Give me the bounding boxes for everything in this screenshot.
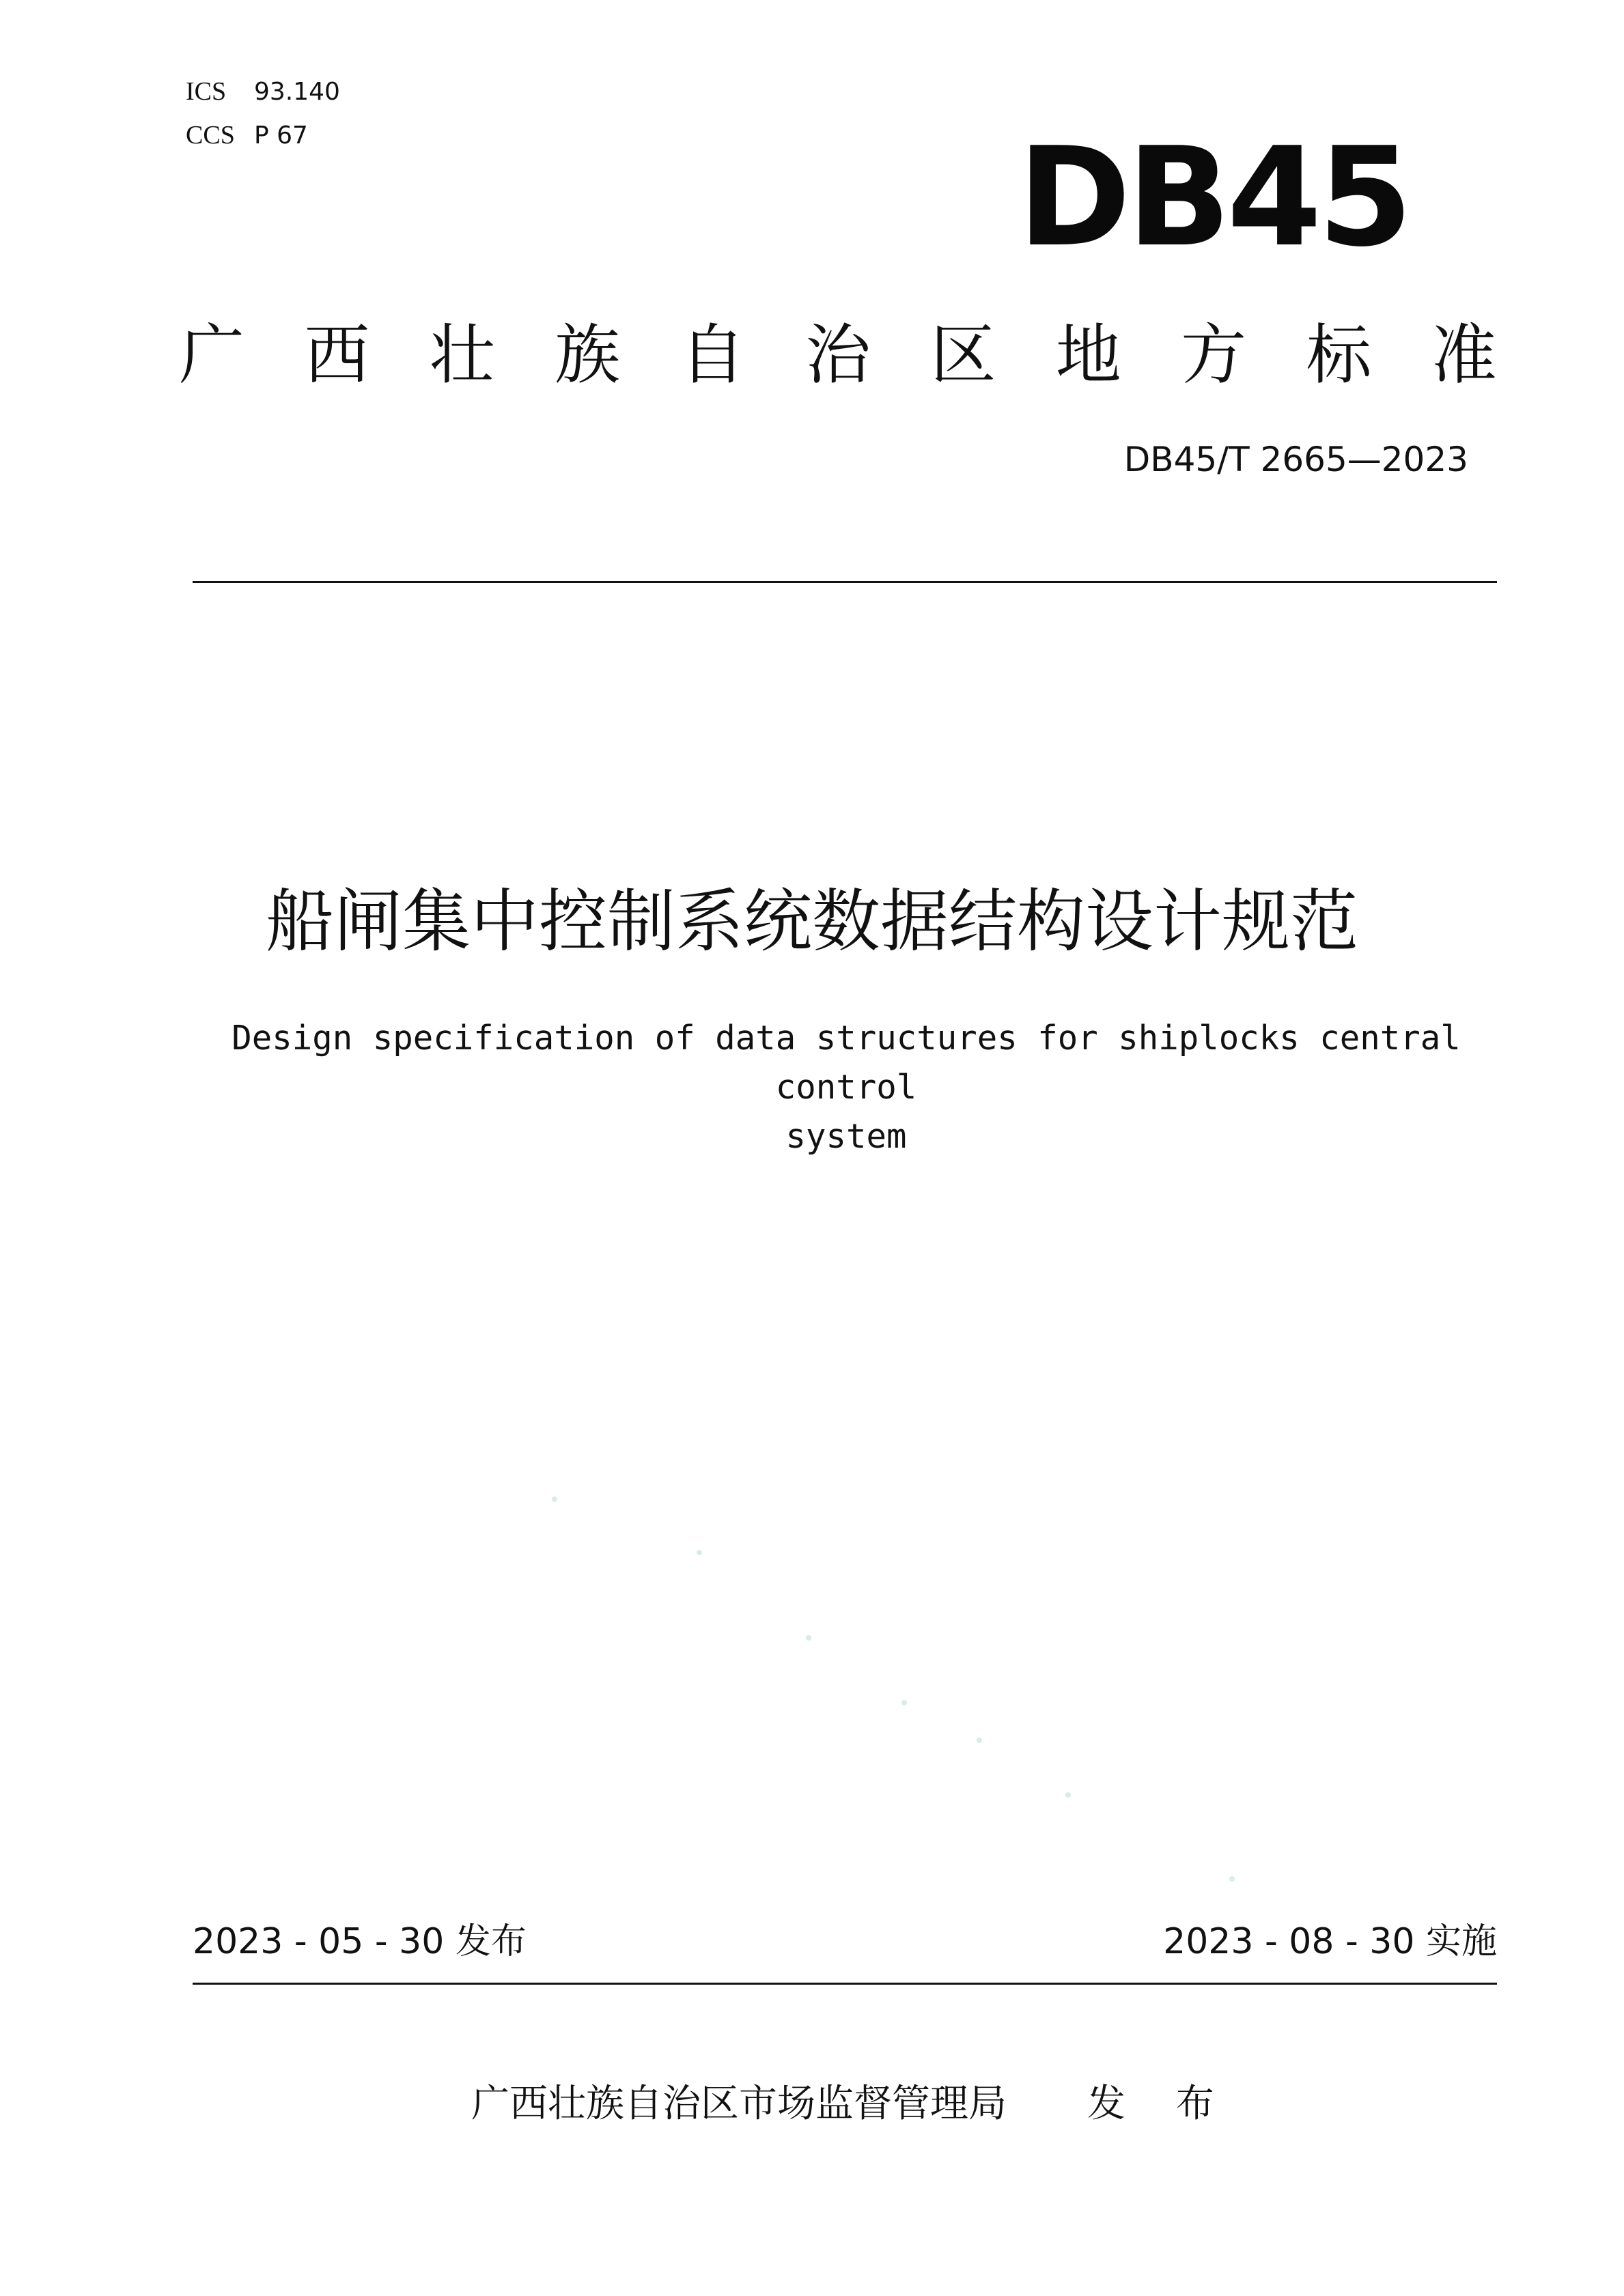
top-divider xyxy=(193,581,1497,583)
publisher-line xyxy=(471,2080,1233,2128)
standard-type-char: 广 xyxy=(179,317,244,393)
implement-date: 2023 - 08 - 30 实施 xyxy=(1163,1921,1497,1962)
standard-type-char: 自 xyxy=(680,317,746,393)
publish-action: 发 布 xyxy=(1087,2082,1233,2126)
english-title-line-2: system xyxy=(785,1117,907,1156)
ccs-value: P 67 xyxy=(254,122,308,150)
standard-type-char: 治 xyxy=(804,317,871,393)
document-title-english xyxy=(171,1014,1522,1161)
document-title-chinese: 船闸集中控制系统数据结构设计规范 xyxy=(266,881,1358,961)
standard-type-char: 准 xyxy=(1431,317,1497,393)
standard-type-char: 地 xyxy=(1055,317,1121,393)
db45-logo: DB45 xyxy=(1018,118,1409,277)
publishing-authority: 广西壮族自治区市场监督管理局 xyxy=(471,2082,1007,2126)
standard-type-char: 区 xyxy=(930,317,996,393)
ics-label: ICS xyxy=(186,77,227,106)
standard-type-char: 西 xyxy=(304,317,370,393)
ics-value: 93.140 xyxy=(254,78,340,106)
standard-type-char: 族 xyxy=(555,317,621,393)
ics-code xyxy=(186,76,340,107)
ccs-code xyxy=(186,120,308,151)
standard-number: DB45/T 2665—2023 xyxy=(1123,440,1468,479)
standard-type-char: 方 xyxy=(1181,317,1247,393)
english-title-line-1: Design specification of data structures for shiplocks central control xyxy=(232,1019,1461,1107)
standard-type-char: 壮 xyxy=(429,317,495,393)
standard-type-heading xyxy=(179,311,1497,399)
standard-type-char: 标 xyxy=(1306,317,1372,393)
ccs-label: CCS xyxy=(186,121,235,150)
publish-date: 2023 - 05 - 30 发布 xyxy=(193,1921,527,1962)
bottom-divider xyxy=(193,1983,1497,1985)
